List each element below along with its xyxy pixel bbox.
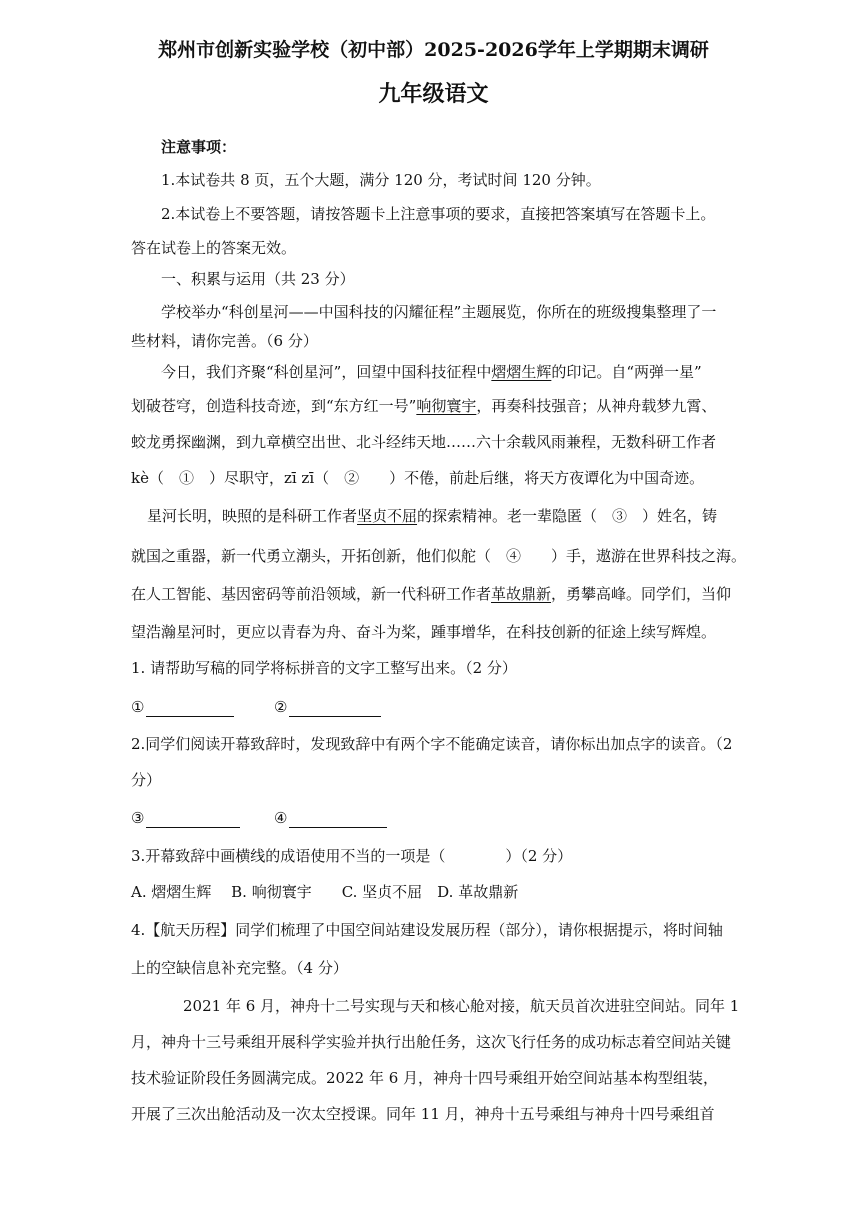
passage-line-3: 蛟龙勇探幽渊，到九章横空出世、北斗经纬天地……六十余载风雨兼程，无数科研工作者 [131, 433, 717, 451]
answer-blank [146, 811, 240, 828]
passage-line-6: 就国之重器，新一代勇立潮头，开拓创新，他们似舵（ ④ ）手，遨游在世界科技之海。 [131, 547, 747, 565]
passage-line-7 [131, 584, 731, 604]
question-4: 4.【航天历程】同学们梳理了中国空间站建设发展历程（部分），请你根据提示，将时间轴 [131, 921, 723, 939]
notice-item-2: 2.本试卷上不要答题，请按答题卡上注意事项的要求，直接把答案填写在答题卡上。 [161, 205, 716, 223]
timeline-line-4: 开展了三次出舱活动及一次太空授课。同年 11 月，神舟十五号乘组与神舟十四号乘组首 [131, 1105, 715, 1123]
passage-text: 的印记。自“两弹一星” [551, 363, 702, 381]
answer-line-1 [131, 697, 234, 717]
exam-title: 郑州市创新实验学校（初中部）2025-2026学年上学期期末调研 [158, 39, 709, 61]
question-3: 3.开幕致辞中画横线的成语使用不当的一项是（ ）（2 分） [131, 847, 573, 865]
question-2: 2.同学们阅读开幕致辞时，发现致辞中有两个字不能确定读音，请你标出加点字的读音。（2 [131, 735, 733, 753]
underlined-idiom-1: 熠熠生辉 [491, 363, 552, 381]
passage-line-4: kè（ ① ）尽职守，zī zī（ ② ）不倦，前赴后继，将天方夜谭化为中国奇迹。 [131, 469, 705, 487]
passage-text: ，勇攀高峰。同学们，当仰 [551, 585, 732, 603]
notice-item-1: 1.本试卷共 8 页，五个大题，满分 120 分，考试时间 120 分钟。 [161, 171, 601, 189]
underlined-idiom-2: 响彻寰宇 [416, 397, 477, 415]
section-heading: 一、积累与运用（共 23 分） [161, 270, 355, 288]
timeline-line-3: 技术验证阶段任务圆满完成。2022 年 6 月，神舟十四号乘组开始空间站基本构型组装， [131, 1069, 719, 1087]
notice-heading: 注意事项： [161, 138, 237, 156]
timeline-line-2: 月，神舟十三号乘组开展科学实验并执行出舱任务，这次飞行任务的成功标志着空间站关键 [131, 1033, 732, 1051]
blank-label: ④ [274, 809, 288, 827]
passage-line-8: 望浩瀚星河时，更应以青春为舟、奋斗为桨，踵事增华，在科技创新的征途上续写辉煌。 [131, 623, 717, 641]
passage-text: 的探索精神。老一辈隐匿（ ③ ）姓名，铸 [417, 507, 718, 525]
timeline-line-1: 2021 年 6 月，神舟十二号实现与天和核心舱对接，航天员首次进驻空间站。同年 1 [183, 997, 740, 1015]
notice-item-2-cont: 答在试卷上的答案无效。 [131, 239, 297, 257]
passage-line-5 [147, 506, 717, 526]
answer-blank [146, 700, 234, 717]
question-3-options: A. 熠熠生辉 B. 响彻寰宇 C. 坚贞不屈 D. 革故鼎新 [131, 883, 519, 901]
answer-blank [289, 811, 387, 828]
answer-line-4 [274, 808, 387, 828]
underlined-idiom-3: 坚贞不屈 [357, 507, 418, 525]
question-1: 1. 请帮助写稿的同学将标拼音的文字工整写出来。（2 分） [131, 659, 517, 677]
blank-label: ③ [131, 809, 145, 827]
exam-subtitle: 九年级语文 [378, 81, 489, 107]
passage-line-1 [161, 362, 702, 382]
question-2-cont: 分） [131, 771, 162, 789]
answer-line-3 [131, 808, 240, 828]
question-4-cont: 上的空缺信息补充完整。（4 分） [131, 959, 348, 977]
passage-text: 在人工智能、基因密码等前沿领域，新一代科研工作者 [131, 585, 492, 603]
answer-line-2 [274, 697, 381, 717]
blank-label: ① [131, 698, 145, 716]
section-intro: 学校举办“科创星河——中国科技的闪耀征程”主题展览，你所在的班级搜集整理了一 [161, 303, 717, 321]
passage-text: 星河长明，映照的是科研工作者 [147, 507, 358, 525]
answer-blank [289, 700, 381, 717]
section-intro-cont: 些材料，请你完善。（6 分） [131, 332, 318, 350]
blank-label: ② [274, 698, 288, 716]
passage-line-2 [131, 396, 716, 416]
passage-text: 今日，我们齐聚“科创星河”，回望中国科技征程中 [161, 363, 492, 381]
underlined-idiom-4: 革故鼎新 [491, 585, 552, 603]
passage-text: 划破苍穹，创造科技奇迹，到“东方红一号” [131, 397, 417, 415]
passage-text: ，再奏科技强音；从神舟载梦九霄、 [476, 397, 717, 415]
